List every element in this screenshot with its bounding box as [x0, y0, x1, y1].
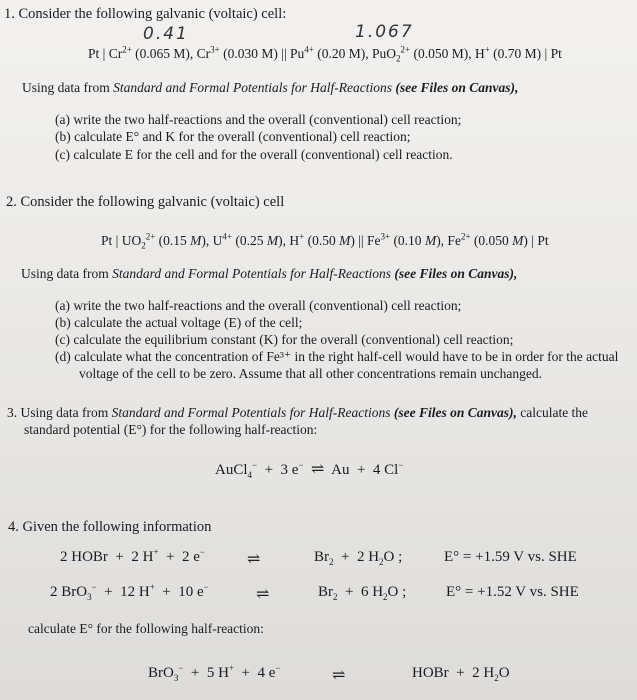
q3-intro: Using data from — [20, 405, 109, 420]
q2-cell-notation: Pt | $UO_2^{2+}$ (0.15 M), $U^{4+}$ (0.25 M), H+ (0.50 M) || $Fe^{3+}$ (0.10 M), $Fe^{2+}$ (0.050 M) | Pt — [101, 231, 549, 251]
q2-files-note: (see Files on Canvas), — [394, 266, 518, 281]
q4-reaction-2-products: $Br_2 + 6$ $H_2O$ ; — [318, 584, 407, 602]
q1-item-a: (a) write the two half-reactions and the overall (conventional) cell reaction; — [55, 112, 462, 127]
q2-prompt: Consider the following galvanic (voltaic) cell — [20, 194, 285, 210]
q3-source-title: Standard and Formal Potentials for Half-Reactions — [111, 405, 391, 420]
q4-reaction-2-potential: E° = +1.52 V vs. SHE — [446, 584, 579, 600]
q2-item-d-continued: voltage of the cell to be zero. Assume that all other concentrations remain unchanged. — [79, 366, 542, 381]
q2-source-line — [21, 266, 517, 282]
equilibrium-arrow-icon: ⇌ — [332, 667, 346, 684]
q2-heading — [6, 194, 284, 211]
q1-handwritten-note-right: 1.067 — [355, 22, 414, 42]
q1-number: 1. — [4, 6, 15, 22]
q1-intro: Using data from — [22, 80, 110, 95]
q2-item-a: (a) write the two half-reactions and the overall (conventional) cell reaction; — [55, 298, 462, 313]
q1-handwritten-note-left: 0.41 — [143, 24, 189, 44]
q1-source-title: Standard and Formal Potentials for Half-Reactions — [113, 80, 392, 95]
q4-reaction-1-products: $Br_2 + 2$ $H_2O$ ; — [314, 549, 403, 567]
q2-item-b: (b) calculate the actual voltage (E) of the cell; — [55, 315, 303, 330]
q4-ask: calculate E° for the following half-reaction: — [28, 621, 264, 636]
q1-item-b: (b) calculate E° and K for the overall (conventional) cell reaction; — [55, 129, 411, 144]
q4-heading — [8, 519, 211, 536]
q4-target-products: HOBr + 2 $H_2O$ — [412, 665, 510, 683]
equilibrium-arrow-icon: ⇌ — [256, 586, 270, 603]
q1-item-c: (c) calculate E for the cell and for the overall (conventional) cell reaction. — [55, 147, 453, 162]
q2-intro: Using data from — [21, 266, 109, 281]
q3-number: 3. — [7, 405, 18, 420]
q1-source-line — [22, 80, 518, 96]
q2-number: 2. — [6, 194, 17, 210]
q2-source-title: Standard and Formal Potentials for Half-Reactions — [112, 266, 391, 281]
q1-prompt: Consider the following galvanic (voltaic) cell: — [18, 6, 287, 22]
equilibrium-arrow-icon: ⇌ — [311, 461, 325, 478]
q4-prompt: Given the following information — [22, 519, 212, 535]
q1-files-note: (see Files on Canvas), — [395, 80, 519, 95]
q4-reaction-1: 2 HOBr + 2 H+ + 2 e− — [60, 547, 205, 565]
equilibrium-arrow-icon: ⇌ — [247, 551, 261, 568]
q3-files-note: (see Files on Canvas), — [393, 405, 517, 420]
q3-line-2: standard potential (E°) for the following half-reaction: — [24, 422, 318, 437]
q3-intro-end: calculate the — [520, 405, 589, 420]
q4-target-reaction: BrO$_3$− + 5 H+ + 4 e− — [148, 663, 281, 683]
q4-reaction-1-potential: E° = +1.59 V vs. SHE — [444, 549, 577, 565]
q3-line-1 — [7, 405, 588, 421]
q1-cell-notation: Pt | $Cr^{2+}$ (0.065 M), $Cr^{3+}$ (0.030 M) || $Pu^{4+}$ (0.20 M), PuO$_2^{2+}$ (0.050 M), H+ (0.70 M) | Pt — [88, 44, 562, 64]
q2-item-d: (d) calculate what the concentration of Fe³⁺ in the right half-cell would have to be in order for the actual — [55, 349, 619, 364]
q2-item-c: (c) calculate the equilibrium constant (K) for the overall (conventional) cell reaction; — [55, 332, 514, 347]
q4-number: 4. — [8, 519, 19, 535]
q4-reaction-2: 2 BrO$_3$− + 12 H+ + 10 e− — [50, 582, 209, 602]
q3-half-reaction: AuCl$_4$− + 3 e− ⇌ Au + 4 Cl− — [215, 460, 404, 480]
q1-heading — [4, 6, 286, 23]
